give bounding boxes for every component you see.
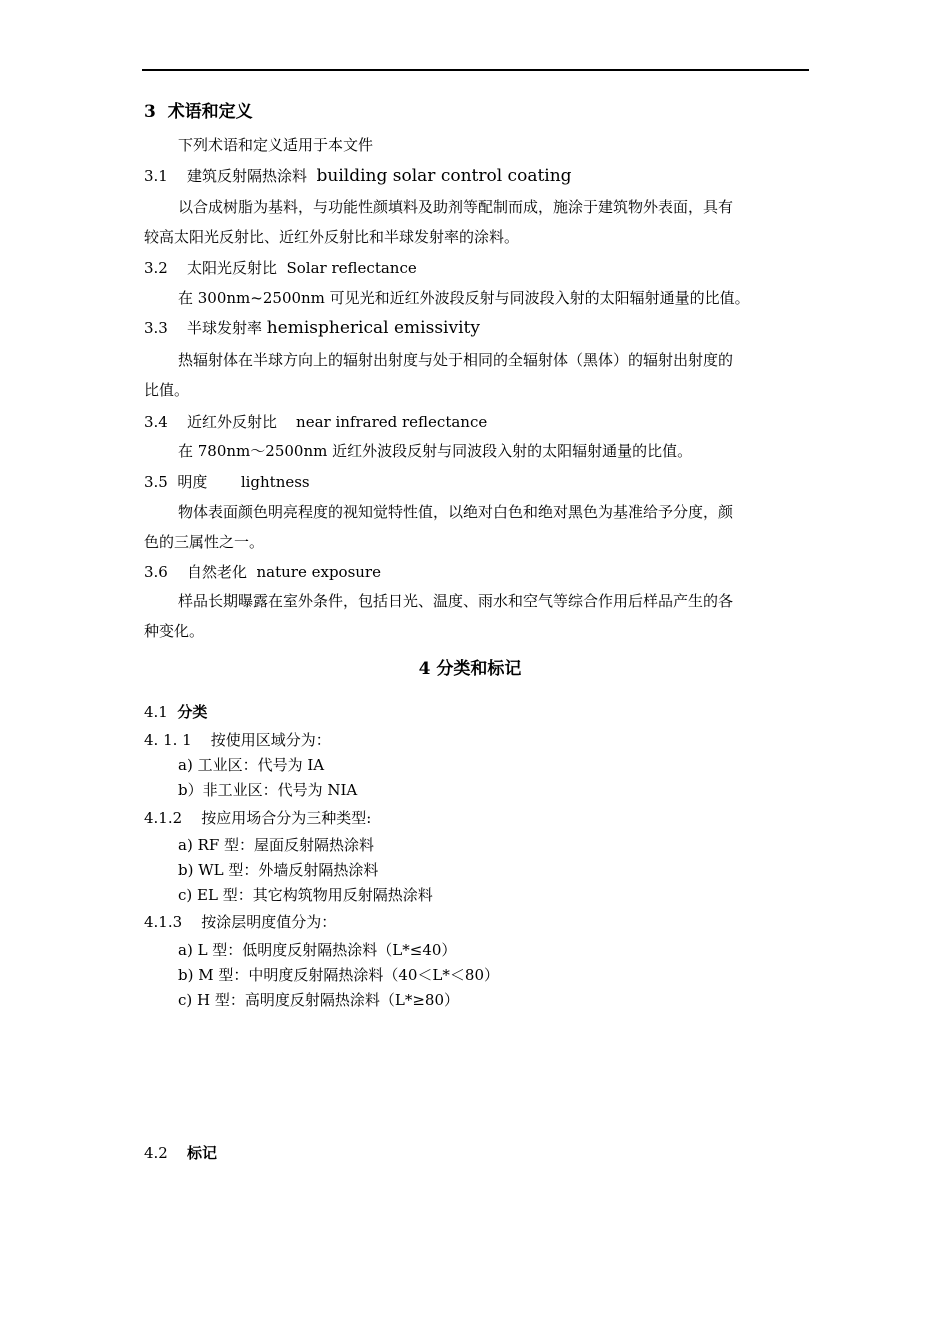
list-item: b) M 型：中明度反射隔热涂料（40＜L*＜80） [178, 966, 499, 984]
subsection-4-1-heading: 4.1 分类 [144, 703, 208, 721]
subsection-4-1-2-heading: 4.1.2 按应用场合分为三种类型: [144, 809, 372, 827]
list-item: a) 工业区：代号为 IA [178, 756, 325, 774]
term-3-1-definition-line2: 较高太阳光反射比、近红外反射比和半球发射率的涂料。 [144, 228, 520, 246]
list-item: c) EL 型：其它构筑物用反射隔热涂料 [178, 886, 433, 904]
header-rule [142, 69, 809, 71]
term-3-5-definition-line2: 色的三属性之一。 [144, 533, 265, 551]
term-3-3-definition-line2: 比值。 [144, 381, 190, 399]
term-3-1-definition-line1: 以合成树脂为基料，与功能性颜填料及助剂等配制而成，施涂于建筑物外表面，具有 [178, 198, 734, 216]
term-3-4-definition: 在 780nm～2500nm 近红外波段反射与同波段入射的太阳辐射通量的比值。 [178, 442, 693, 460]
term-3-1-heading: 3.1 建筑反射隔热涂料 building solar control coating [144, 166, 572, 186]
term-3-5-heading: 3.5 明度 lightness [144, 473, 310, 491]
list-item: a) RF 型：屋面反射隔热涂料 [178, 836, 375, 854]
term-3-2-definition: 在 300nm~2500nm 可见光和近红外波段反射与同波段入射的太阳辐射通量的比值。 [178, 289, 750, 307]
term-3-6-definition-line2: 种变化。 [144, 622, 205, 640]
term-3-3-definition-line1: 热辐射体在半球方向上的辐射出射度与处于相同的全辐射体（黑体）的辐射出射度的 [178, 351, 734, 369]
term-3-2-heading: 3.2 太阳光反射比 Solar reflectance [144, 259, 417, 277]
term-3-5-definition-line1: 物体表面颜色明亮程度的视知觉特性值，以绝对白色和绝对黑色为基准给予分度，颜 [178, 503, 734, 521]
list-item: a) L 型：低明度反射隔热涂料（L*≤40） [178, 941, 457, 959]
term-3-6-definition-line1: 样品长期曝露在室外条件，包括日光、温度、雨水和空气等综合作用后样品产生的各 [178, 592, 734, 610]
section-3-heading: 3 术语和定义 [144, 102, 253, 122]
subsection-4-2-heading: 4.2 标记 [144, 1144, 217, 1162]
term-3-4-heading: 3.4 近红外反射比 near infrared reflectance [144, 413, 488, 431]
section-4-heading: 4 分类和标记 [418, 659, 522, 679]
list-item: b）非工业区：代号为 NIA [178, 781, 358, 799]
term-3-3-heading: 3.3 半球发射率 hemispherical emissivity [144, 318, 480, 338]
subsection-4-1-1-heading: 4. 1. 1 按使用区域分为： [144, 731, 331, 749]
list-item: c) H 型：高明度反射隔热涂料（L*≥80） [178, 991, 459, 1009]
subsection-4-1-3-heading: 4.1.3 按涂层明度值分为： [144, 913, 337, 931]
term-3-6-heading: 3.6 自然老化 nature exposure [144, 563, 381, 581]
section-3-intro: 下列术语和定义适用于本文件 [178, 136, 374, 154]
list-item: b) WL 型：外墙反射隔热涂料 [178, 861, 379, 879]
